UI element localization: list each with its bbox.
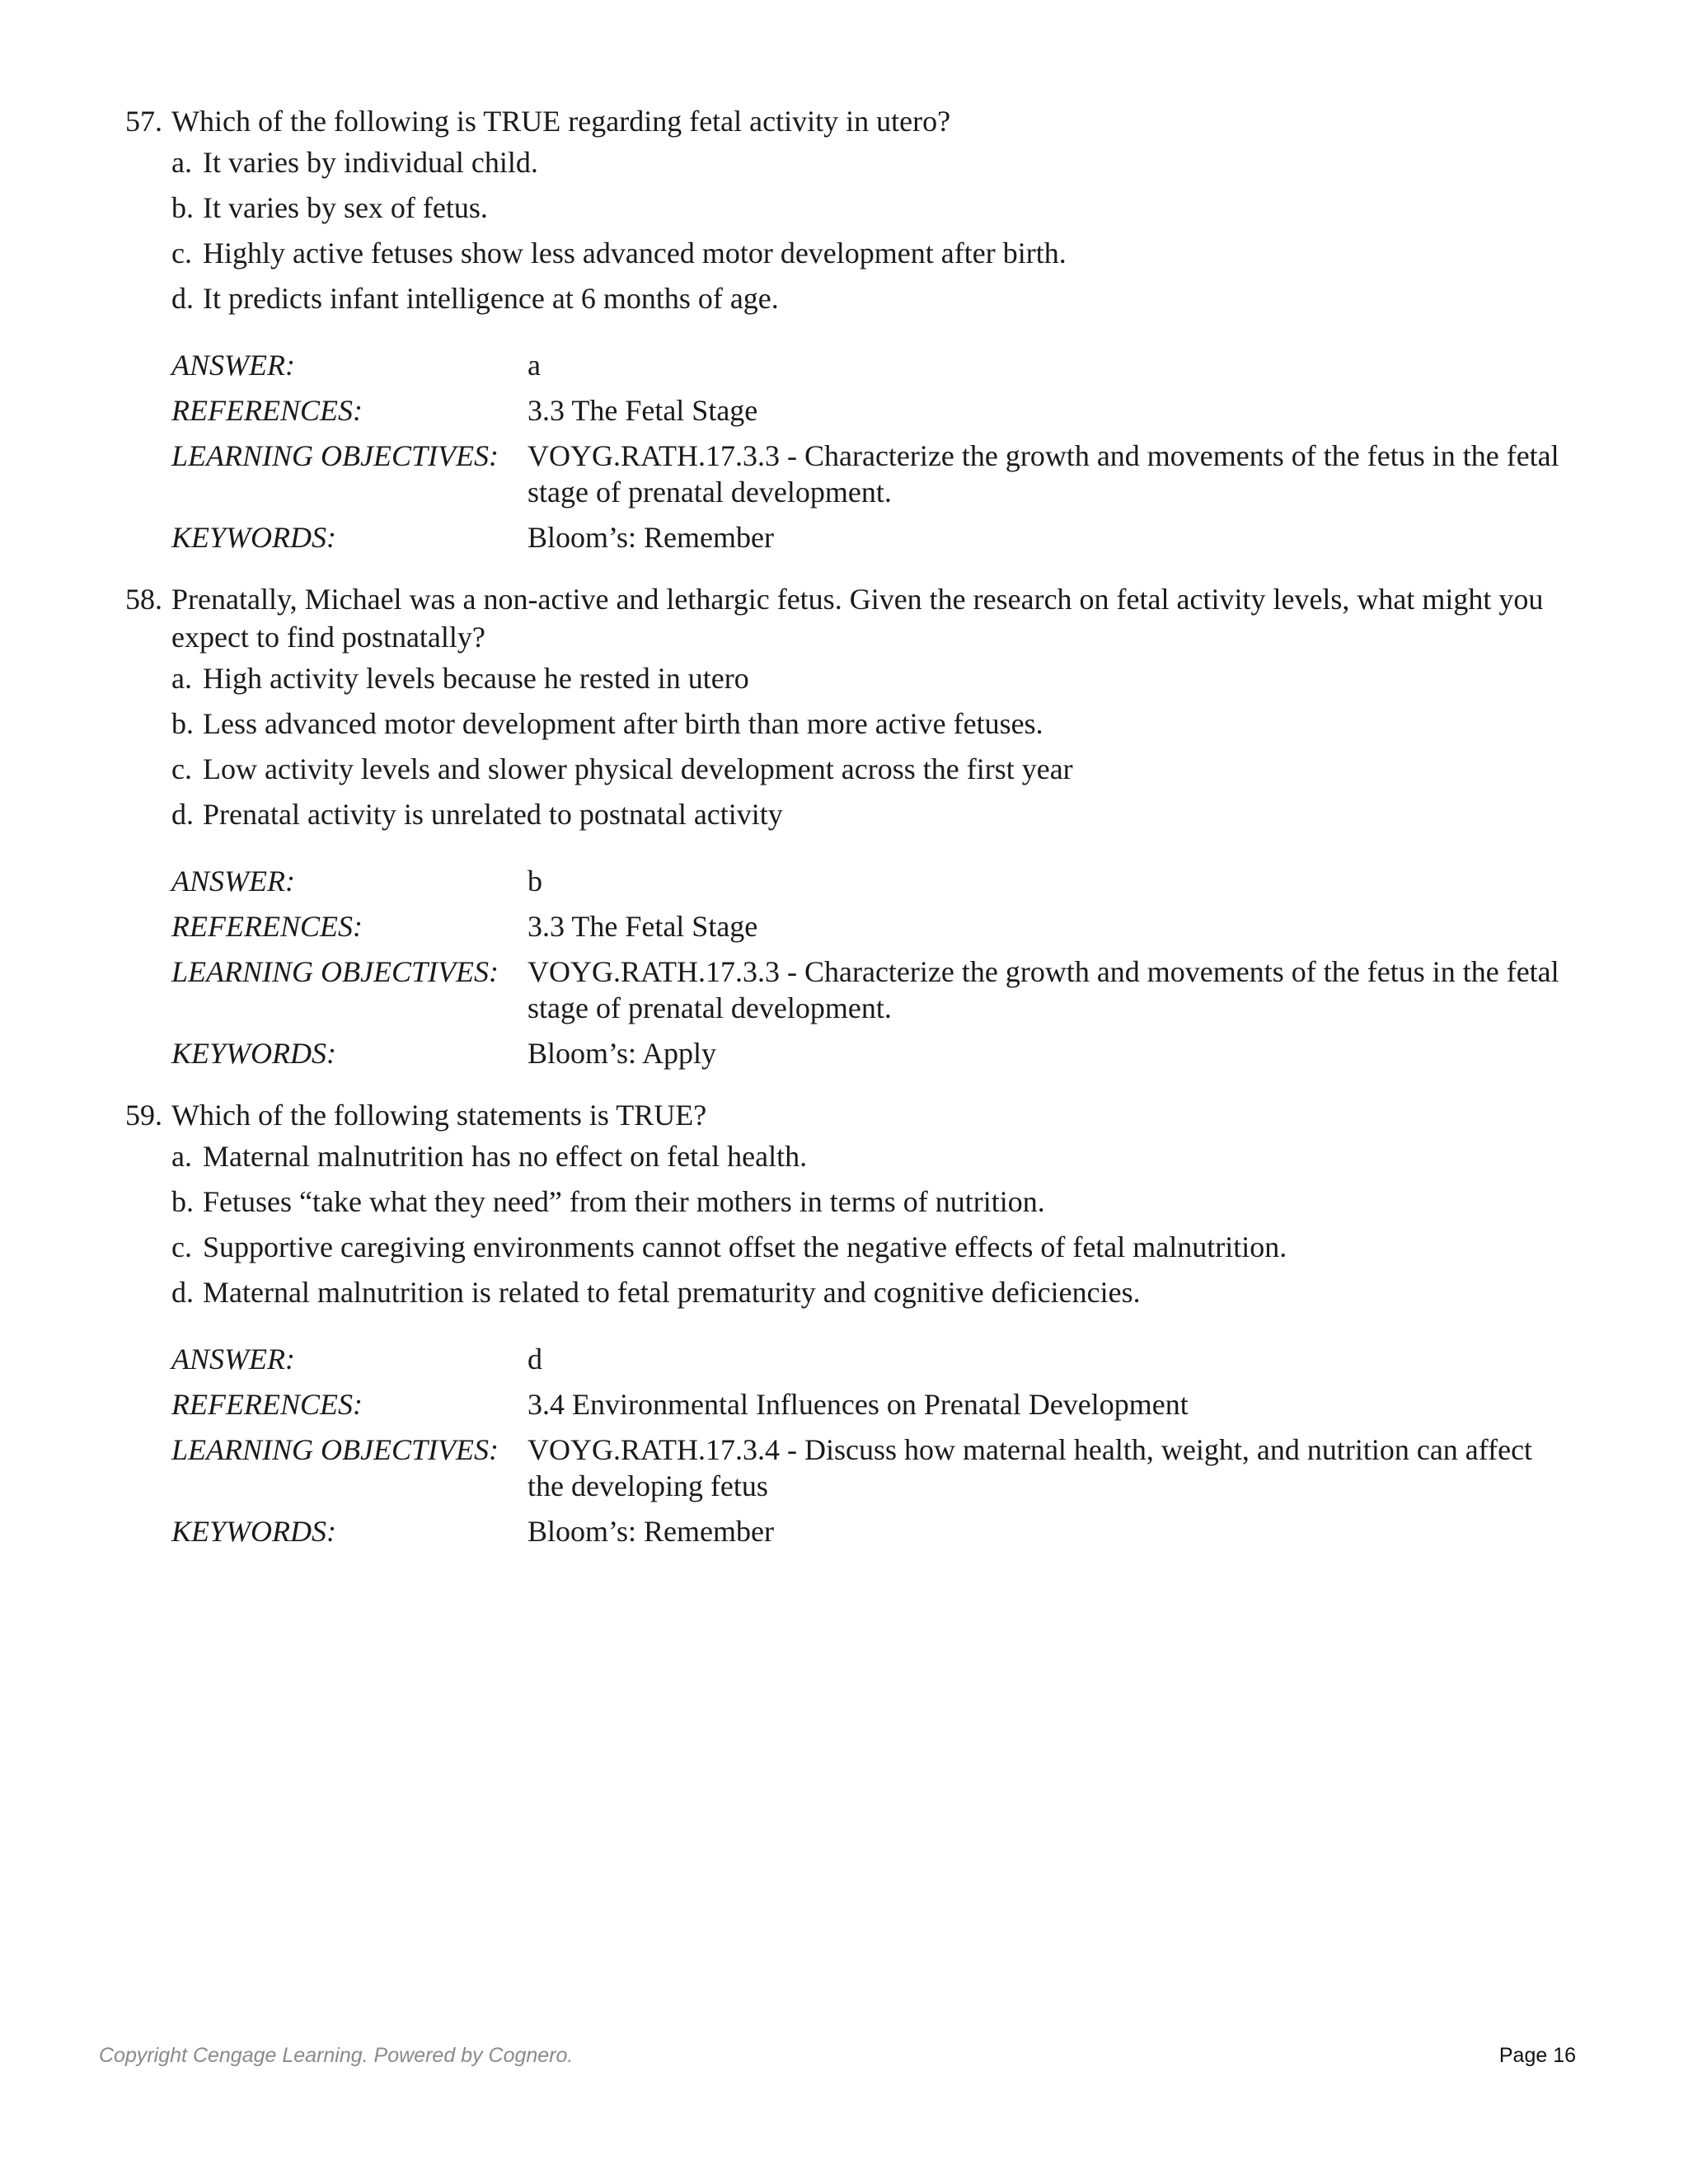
answer-row [171, 1341, 1576, 1377]
answer-value: d [528, 1343, 542, 1376]
page-footer [99, 2044, 1576, 2068]
answer-label: ANSWER: [171, 349, 295, 382]
option-text: Less advanced motor development after birth than more active fetuses. [203, 707, 1043, 740]
question-text: Prenatally, Michael was a non-active and lethargic fetus. Given the research on fetal activity levels, what might you expect to find postnatally? [171, 583, 1544, 654]
option-text: Highly active fetuses show less advanced motor development after birth. [203, 237, 1067, 269]
option-c [171, 234, 1576, 272]
option-a [171, 1137, 1576, 1175]
keywords-label: KEYWORDS: [171, 521, 336, 554]
learning-objectives-value: VOYG.RATH.17.3.3 - Characterize the growth and movements of the fetus in the fetal stage of prenatal development. [528, 439, 1559, 509]
learning-objectives-value: VOYG.RATH.17.3.3 - Characterize the growth and movements of the fetus in the fetal stage of prenatal development. [528, 955, 1559, 1024]
option-letter: d. [171, 798, 194, 831]
answer-row [171, 863, 1576, 899]
option-letter: a. [171, 1140, 192, 1173]
option-text: It varies by sex of fetus. [203, 191, 488, 224]
keywords-label: KEYWORDS: [171, 1037, 336, 1070]
question-57 [125, 102, 1576, 555]
question-metadata [171, 863, 1576, 1071]
answer-label: ANSWER: [171, 865, 295, 898]
option-letter: d. [171, 282, 194, 315]
option-text: Supportive caregiving environments cannot offset the negative effects of fetal malnutrition. [203, 1230, 1287, 1263]
question-text: Which of the following statements is TRUE? [171, 1099, 707, 1132]
question-stem [125, 1096, 1576, 1134]
option-letter: b. [171, 191, 194, 224]
question-stem [125, 102, 1576, 140]
answer-options [171, 1137, 1576, 1311]
references-label: REFERENCES: [171, 910, 363, 943]
option-text: Low activity levels and slower physical development across the first year [203, 752, 1073, 785]
keywords-value: Bloom’s: Apply [528, 1037, 717, 1070]
keywords-value: Bloom’s: Remember [528, 521, 774, 554]
option-a [171, 143, 1576, 181]
question-59 [125, 1096, 1576, 1549]
option-b [171, 189, 1576, 227]
keywords-row [171, 1035, 1576, 1071]
option-letter: a. [171, 662, 192, 695]
option-letter: c. [171, 1230, 192, 1263]
question-number: 57. [125, 105, 162, 138]
option-letter: c. [171, 237, 192, 269]
references-value: 3.3 The Fetal Stage [528, 910, 758, 943]
option-letter: a. [171, 146, 192, 179]
question-metadata [171, 347, 1576, 555]
learning-objectives-row [171, 1432, 1576, 1504]
option-text: Maternal malnutrition is related to fetal prematurity and cognitive deficiencies. [203, 1276, 1141, 1309]
option-text: It varies by individual child. [203, 146, 538, 179]
option-text: Maternal malnutrition has no effect on fetal health. [203, 1140, 808, 1173]
keywords-row [171, 1513, 1576, 1549]
option-a [171, 659, 1576, 697]
option-c [171, 1228, 1576, 1266]
question-metadata [171, 1341, 1576, 1549]
references-label: REFERENCES: [171, 1388, 363, 1421]
option-b [171, 1183, 1576, 1221]
learning-objectives-label: LEARNING OBJECTIVES: [171, 439, 499, 472]
option-letter: b. [171, 1185, 194, 1218]
option-c [171, 750, 1576, 788]
references-label: REFERENCES: [171, 394, 363, 427]
references-row [171, 908, 1576, 944]
question-58 [125, 580, 1576, 1071]
option-d [171, 1273, 1576, 1311]
answer-value: b [528, 865, 542, 898]
learning-objectives-label: LEARNING OBJECTIVES: [171, 955, 499, 988]
answer-value: a [528, 349, 541, 382]
keywords-value: Bloom’s: Remember [528, 1515, 774, 1548]
copyright-notice: Copyright Cengage Learning. Powered by Cognero. [99, 2044, 574, 2067]
question-number: 58. [125, 583, 162, 616]
answer-label: ANSWER: [171, 1343, 295, 1376]
learning-objectives-label: LEARNING OBJECTIVES: [171, 1433, 499, 1466]
option-text: High activity levels because he rested in utero [203, 662, 749, 695]
keywords-row [171, 519, 1576, 555]
answer-options [171, 143, 1576, 317]
learning-objectives-row [171, 438, 1576, 510]
references-value: 3.4 Environmental Influences on Prenatal Development [528, 1388, 1189, 1421]
references-row [171, 1386, 1576, 1422]
option-text: Fetuses “take what they need” from their mothers in terms of nutrition. [203, 1185, 1045, 1218]
learning-objectives-value: VOYG.RATH.17.3.4 - Discuss how maternal health, weight, and nutrition can affect the developing fetus [528, 1433, 1533, 1502]
option-d [171, 795, 1576, 833]
answer-options [171, 659, 1576, 833]
references-value: 3.3 The Fetal Stage [528, 394, 758, 427]
option-b [171, 705, 1576, 743]
option-d [171, 279, 1576, 317]
references-row [171, 392, 1576, 429]
question-list [125, 102, 1576, 1574]
option-text: Prenatal activity is unrelated to postnatal activity [203, 798, 783, 831]
option-letter: c. [171, 752, 192, 785]
question-number: 59. [125, 1099, 162, 1132]
question-text: Which of the following is TRUE regarding fetal activity in utero? [171, 105, 951, 138]
answer-row [171, 347, 1576, 383]
keywords-label: KEYWORDS: [171, 1515, 336, 1548]
option-text: It predicts infant intelligence at 6 months of age. [203, 282, 779, 315]
option-letter: d. [171, 1276, 194, 1309]
page-number: Page 16 [1498, 2044, 1576, 2067]
question-stem [125, 580, 1576, 656]
learning-objectives-row [171, 954, 1576, 1026]
option-letter: b. [171, 707, 194, 740]
